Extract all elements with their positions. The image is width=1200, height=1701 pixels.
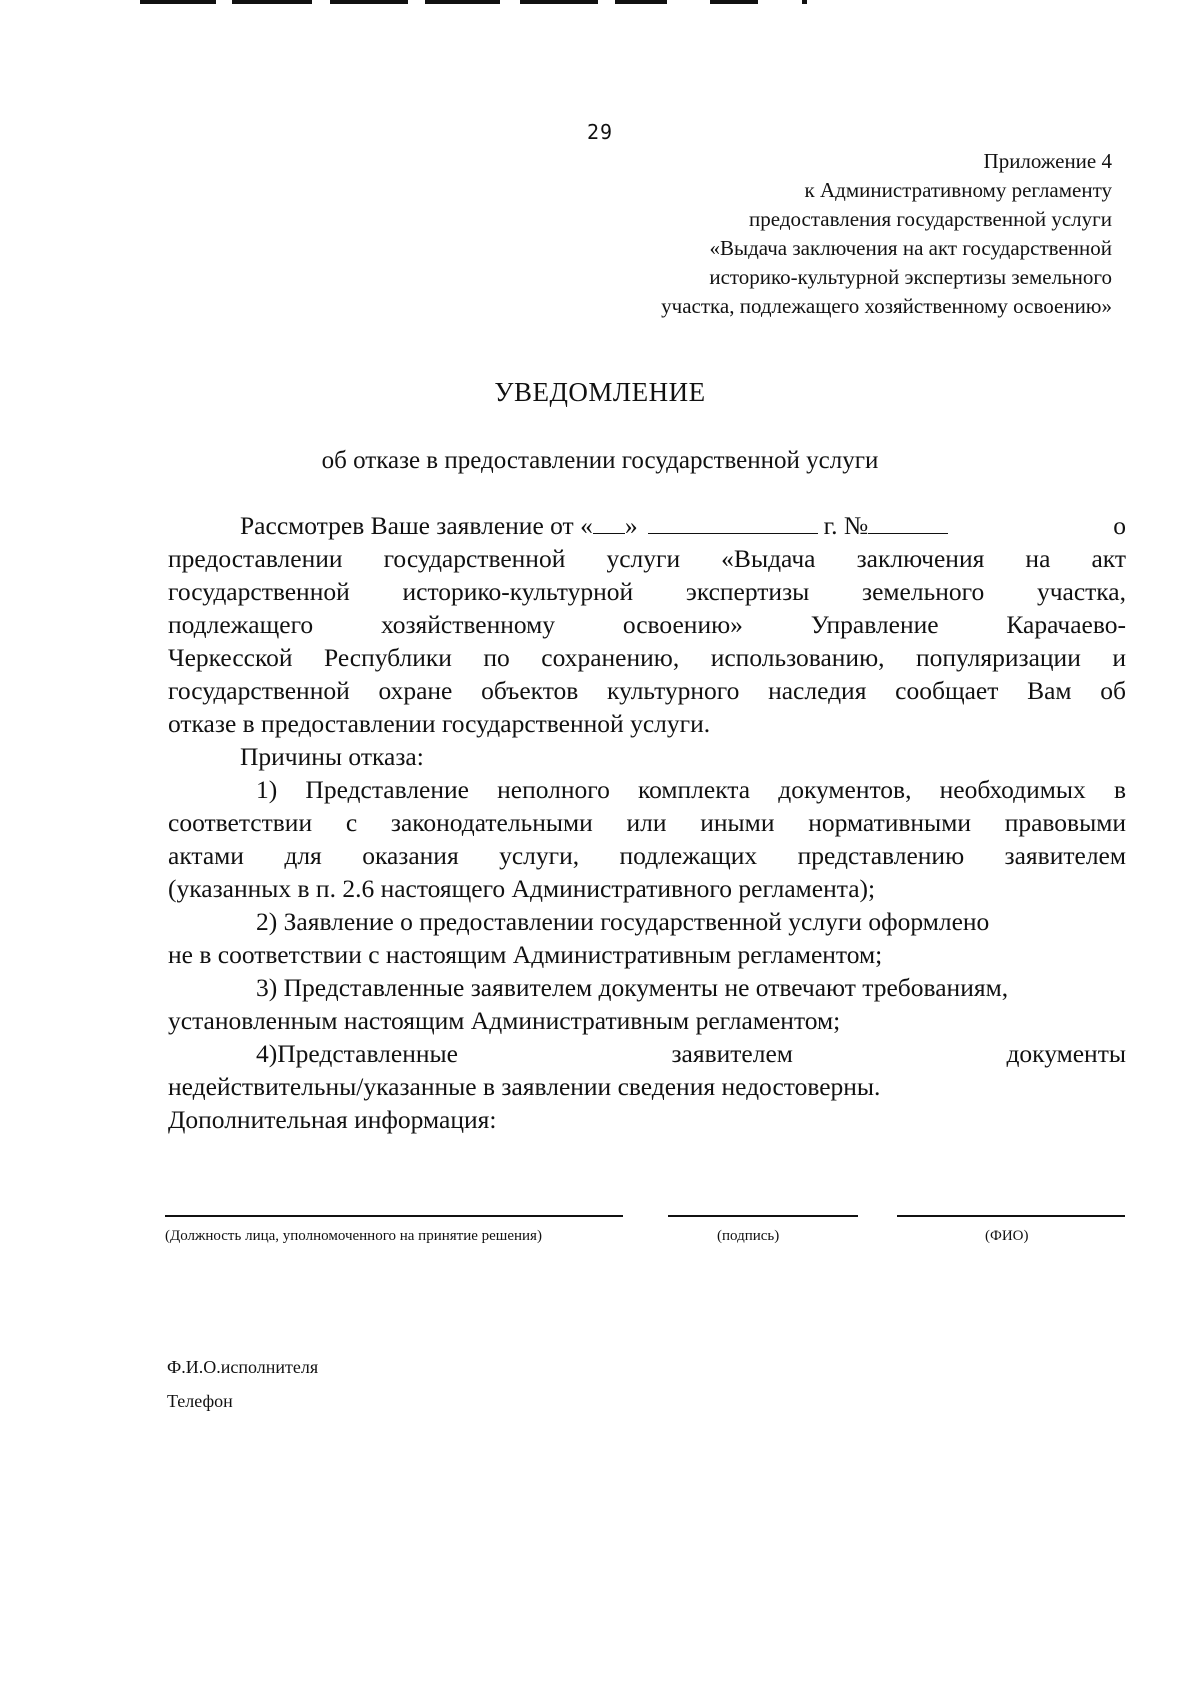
name-line xyxy=(897,1215,1125,1217)
document-subtitle: об отказе в предоставлении государственной услуги xyxy=(321,447,879,474)
intro-line: предоставлении государственной услуги «Выдача заключения на акт xyxy=(168,544,1126,573)
appendix-line: Приложение 4 xyxy=(983,149,1112,173)
appendix-line: предоставления государственной услуги xyxy=(749,207,1112,231)
intro-quote-close: » xyxy=(624,511,638,540)
reason-2-line: 2) Заявление о предоставлении государственной услуги оформлено xyxy=(256,907,990,936)
month-blank xyxy=(648,511,818,534)
intro-year: г. № xyxy=(823,511,869,540)
signature-lines xyxy=(165,1215,1125,1217)
reason-1-line: 1) Представление неполного комплекта документов, необходимых в xyxy=(256,775,1126,804)
position-line xyxy=(165,1215,623,1217)
name-caption: (ФИО) xyxy=(985,1228,1029,1244)
signature-captions xyxy=(0,1228,1200,1252)
signature-caption: (подпись) xyxy=(717,1228,780,1244)
scan-top-marks xyxy=(140,0,900,6)
intro-line: государственной охране объектов культурного наследия сообщает Вам об xyxy=(168,676,1126,705)
executor-block xyxy=(167,1350,318,1418)
executor-label: Ф.И.О.исполнителя xyxy=(167,1357,319,1377)
document-title: УВЕДОМЛЕНИЕ xyxy=(494,377,706,407)
intro-line: государственной историко-культурной экспертизы земельного участка, xyxy=(168,577,1126,606)
appendix-line: участка, подлежащего хозяйственному освоению» xyxy=(661,294,1112,318)
document-body xyxy=(168,509,1126,1136)
intro-last-line: отказе в предоставлении государственной услуги. xyxy=(168,709,711,738)
reason-4-last-line: недействительны/указанные в заявлении сведения недостоверны. xyxy=(168,1072,881,1101)
reasons-heading: Причины отказа: xyxy=(240,742,424,771)
reason-1-last-line: (указанных в п. 2.6 настоящего Административного регламента); xyxy=(168,874,876,903)
day-blank xyxy=(593,511,625,534)
page-number: 29 xyxy=(586,120,614,144)
appendix-line: историко-культурной экспертизы земельного xyxy=(709,265,1112,289)
reason-4-word: 4)Представленные xyxy=(256,1039,458,1068)
reason-1-line: актами для оказания услуги, подлежащих представлению заявителем xyxy=(168,841,1126,870)
number-blank xyxy=(868,511,948,534)
reason-2-last-line: не в соответствии с настоящим Административным регламентом; xyxy=(168,940,883,969)
reason-3-line: 3) Представленные заявителем документы не отвечают требованиям, xyxy=(256,973,1009,1002)
additional-info-label: Дополнительная информация: xyxy=(168,1105,497,1134)
position-caption: (Должность лица, уполномоченного на принятие решения) xyxy=(165,1228,542,1244)
reason-1-line: соответствии с законодательными или иными нормативными правовыми xyxy=(168,808,1126,837)
appendix-line: «Выдача заключения на акт государственной xyxy=(709,236,1112,260)
reason-4-word: документы xyxy=(1006,1039,1126,1068)
intro-line: Черкесской Республики по сохранению, использованию, популяризации и xyxy=(168,643,1126,672)
intro-first-line xyxy=(168,509,1126,542)
phone-label: Телефон xyxy=(167,1391,233,1411)
reason-4-line xyxy=(168,1037,1126,1070)
appendix-header xyxy=(412,147,1112,321)
reason-4-word: заявителем xyxy=(671,1039,793,1068)
intro-line: подлежащего хозяйственному освоению» Управление Карачаево- xyxy=(168,610,1126,639)
reason-3-last-line: установленным настоящим Административным регламентом; xyxy=(168,1006,841,1035)
appendix-line: к Административному регламенту xyxy=(804,178,1112,202)
intro-end: о xyxy=(1113,511,1126,540)
intro-start: Рассмотрев Ваше заявление от « xyxy=(240,511,593,540)
signature-line xyxy=(668,1215,858,1217)
